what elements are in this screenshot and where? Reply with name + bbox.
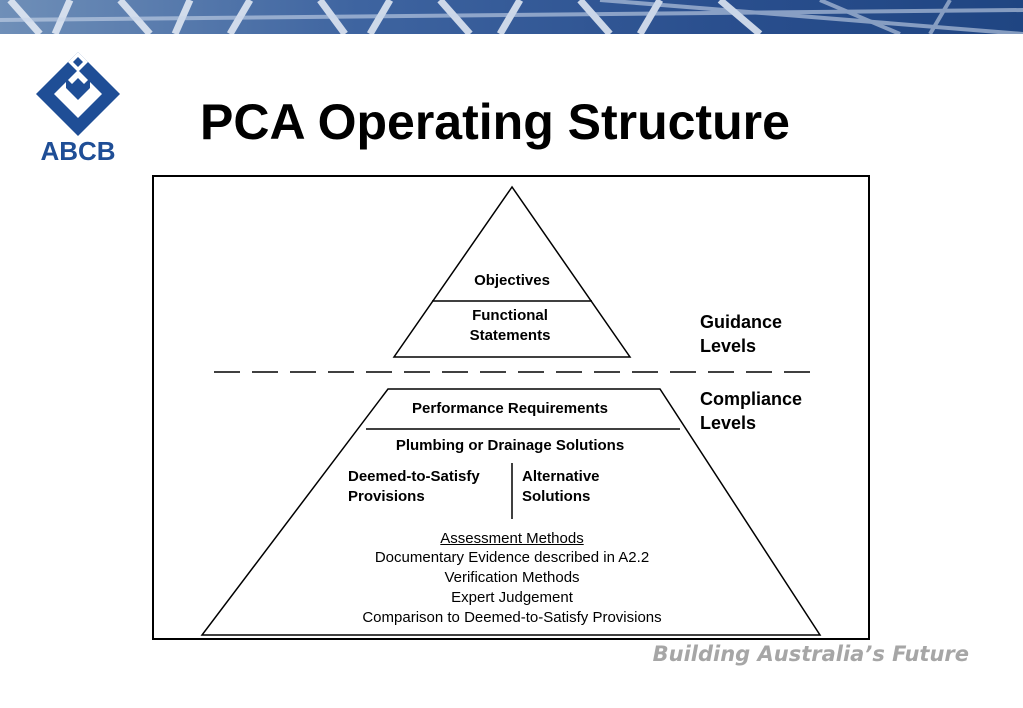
performance-requirements-label: Performance Requirements xyxy=(412,400,608,417)
guidance-levels-line1: Guidance xyxy=(700,312,783,332)
tagline: Building Australia’s Future xyxy=(652,642,969,666)
plumbing-drainage-solutions-label: Plumbing or Drainage Solutions xyxy=(395,437,625,454)
assessment-method-item: Comparison to Deemed-to-Satisfy Provisions xyxy=(362,609,662,626)
functional-statements-line2: Statements xyxy=(469,327,551,344)
objectives-label: Objectives xyxy=(474,272,550,289)
header-banner-image xyxy=(0,0,1023,34)
deemed-to-satisfy-line1: Deemed-to-Satisfy xyxy=(348,468,480,485)
deemed-to-satisfy-line2: Provisions xyxy=(348,488,425,505)
assessment-method-item: Expert Judgement xyxy=(451,589,573,606)
alternative-solutions-line1: Alternative xyxy=(522,468,600,485)
assessment-method-item: Verification Methods xyxy=(444,569,580,586)
assessment-methods-heading: Assessment Methods xyxy=(440,530,584,547)
compliance-levels-line2: Levels xyxy=(700,413,757,433)
slide-title: PCA Operating Structure xyxy=(200,94,790,150)
alternative-solutions-line2: Solutions xyxy=(522,488,591,505)
assessment-method-item: Documentary Evidence described in A2.2 xyxy=(374,549,650,566)
compliance-levels-line1: Compliance xyxy=(700,389,803,409)
structure-diagram xyxy=(152,175,870,640)
guidance-levels-line2: Levels xyxy=(700,336,757,356)
functional-statements-line1: Functional xyxy=(472,307,548,324)
logo-text: ABCB xyxy=(40,136,116,166)
abcb-logo xyxy=(30,48,126,166)
